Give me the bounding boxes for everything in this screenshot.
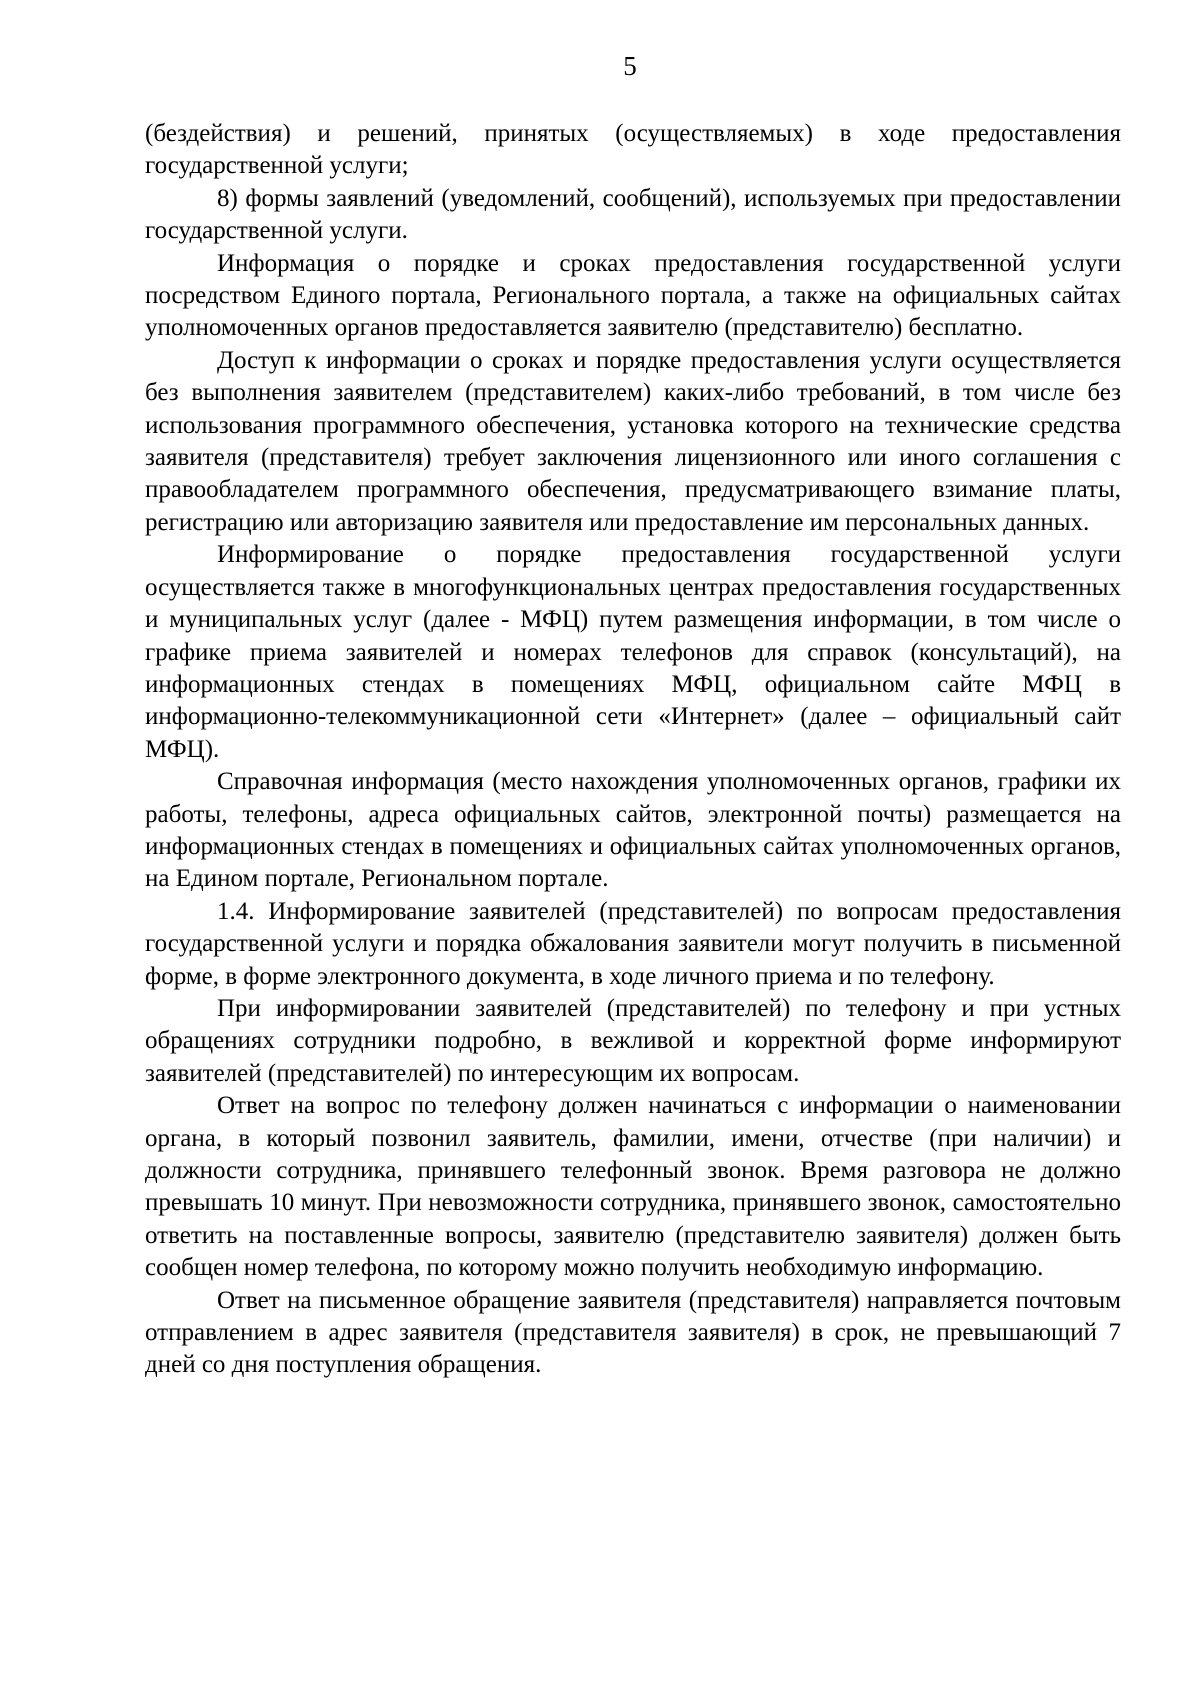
paragraph-continuation: (бездействия) и решений, принятых (осуществляемых) в ходе предоставления государственной услуги;	[145, 120, 1121, 180]
paragraph-portal-info: Информация о порядке и сроках предоставления государственной услуги посредством Единого портала, Регионального портала, а также на официальных сайтах уполномоченных органов предоставляется заявителю (представителю) бесплатно.	[145, 249, 1121, 342]
paragraph-phone-answer: Ответ на вопрос по телефону должен начинаться с информации о наименовании органа, в который позвонил заявитель, фамилии, имени, отчестве (при наличии) и должности сотрудника, принявшего телефонный звонок. Время разговора не должно превышать 10 минут. При невозможности сотрудника, принявшего звонок, самостоятельно ответить на поставленные вопросы, заявителю (представителю заявителя) должен быть сообщен номер телефона, по которому можно получить необходимую информацию.	[145, 1092, 1121, 1282]
paragraph-written-answer: Ответ на письменное обращение заявителя (представителя) направляется почтовым отправлением в адрес заявителя (представителя заявителя) в срок, не превышающий 7 дней со дня поступления обращения.	[145, 1286, 1121, 1379]
document-body	[145, 118, 1121, 1382]
paragraph-item-8: 8) формы заявлений (уведомлений, сообщений), используемых при предоставлении государственной услуги.	[145, 184, 1121, 245]
page-number: 5	[623, 51, 637, 81]
paragraph-access-info: Доступ к информации о сроках и порядке предоставления услуги осуществляется без выполнения заявителем (представителем) каких-либо требований, в том числе без использования программного обеспечения, установка которого на технические средства заявителя (представителя) требует заключения лицензионного или иного соглашения с правообладателем программного обеспечения, предусматривающего взимание платы, регистрацию или авторизацию заявителя или предоставление им персональных данных.	[145, 346, 1121, 536]
paragraph-section-1-4: 1.4. Информирование заявителей (представителей) по вопросам предоставления государственной услуги и порядка обжалования заявители могут получить в письменной форме, в форме электронного документа, в ходе личного приема и по телефону.	[145, 897, 1121, 990]
paragraph-phone-info: При информировании заявителей (представителей) по телефону и при устных обращениях сотрудники подробно, в вежливой и корректной форме информируют заявителей (представителей) по интересующим их вопросам.	[145, 994, 1121, 1087]
paragraph-mfc-info: Информирование о порядке предоставления государственной услуги осуществляется также в многофункциональных центрах предоставления государственных и муниципальных услуг (далее - МФЦ) путем размещения информации, в том числе о графике приема заявителей и номерах телефонов для справок (консультаций), на информационных стендах в помещениях МФЦ, официальном сайте МФЦ в информационно-телекоммуникационной сети «Интернет» (далее – официальный сайт МФЦ).	[145, 541, 1121, 763]
paragraph-reference-info: Справочная информация (место нахождения уполномоченных органов, графики их работы, телефоны, адреса официальных сайтов, электронной почты) размещается на информационных стендах в помещениях и официальных сайтах уполномоченных органов, на Едином портале, Региональном портале.	[145, 768, 1121, 893]
